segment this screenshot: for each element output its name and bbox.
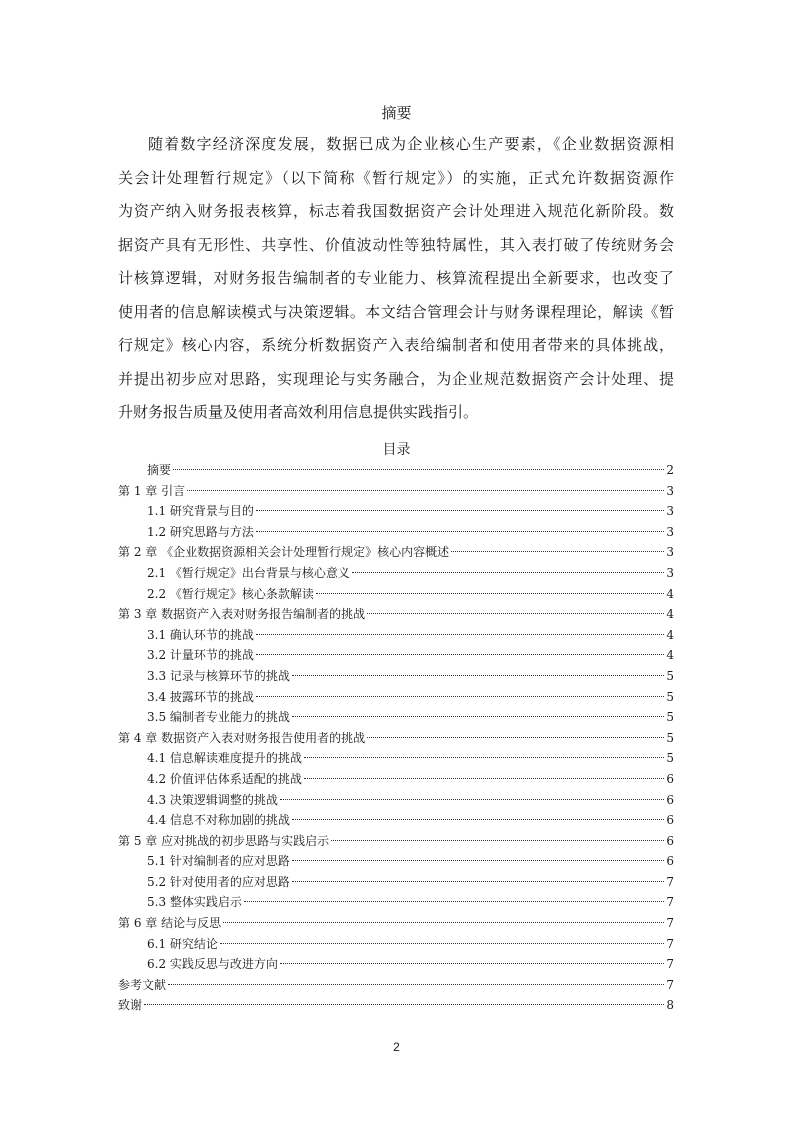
toc-entry[interactable] [118,872,674,893]
toc-entry-label: 5.2 针对使用者的应对思路 [147,874,290,889]
toc-entry-page: 5 [666,668,674,683]
abstract-line: 行规定》核心内容，系统分析数据资产入表给编制者和使用者带来的具体挑战， [118,336,674,354]
abstract-line: 升财务报告质量及使用者高效利用信息提供实践指引。 [118,403,479,421]
toc-entry[interactable] [118,831,674,852]
toc-entry[interactable] [118,748,674,769]
abstract-line: 随着数字经济深度发展，数据已成为企业核心生产要素，《企业数据资源相 [148,135,674,153]
toc-entry-label: 3.5 编制者专业能力的挑战 [147,710,290,725]
toc-entry-page: 5 [666,710,674,725]
toc-entry[interactable] [118,501,674,522]
toc-entry[interactable] [118,892,674,913]
abstract-body [118,128,674,421]
toc-dot-leader [367,613,664,614]
toc-entry-page: 3 [666,545,674,560]
toc-dot-leader [256,634,664,635]
toc-entry-label: 4.4 信息不对称加剧的挑战 [147,813,290,828]
toc-entry[interactable] [118,625,674,646]
toc-entry[interactable] [118,645,674,666]
toc-entry-page: 6 [666,854,674,869]
toc-dot-leader [256,510,664,511]
toc-entry-label: 摘要 [147,463,172,477]
toc-entry[interactable] [118,810,674,831]
toc-entry-page: 7 [666,916,674,931]
abstract-line: 为资产纳入财务报表核算，标志着我国数据资产会计处理进入规范化新阶段。数 [118,202,674,220]
abstract-line: 关会计处理暂行规定》（以下简称《暂行规定》）的实施，正式允许数据资源作 [118,168,674,187]
toc-entry[interactable] [118,995,674,1016]
toc-entry-label: 参考文献 [118,977,167,992]
toc-entry[interactable] [118,563,674,584]
toc-entry[interactable] [118,604,674,625]
toc-dot-leader [256,531,664,532]
toc-entry-page: 2 [666,463,674,477]
toc-dot-leader [223,922,664,923]
abstract-line: 并提出初步应对思路，实现理论与实务融合，为企业规范数据资产会计处理、提 [118,369,674,388]
toc-entry-page: 4 [666,648,674,663]
toc-entry[interactable] [118,481,674,502]
toc-entry-label: 2.2 《暂行规定》核心条款解读 [147,586,314,601]
toc-entry[interactable] [118,584,674,605]
toc-entry[interactable] [118,522,674,543]
toc-entry-page: 6 [666,792,674,807]
toc-entry-label: 第 6 章 结论与反思 [118,916,222,931]
toc-entry-label: 第 4 章 数据资产入表对财务报告使用者的挑战 [118,730,366,745]
toc-dot-leader [292,860,664,861]
toc-entry[interactable] [118,687,674,708]
toc-entry-label: 4.3 决策逻辑调整的挑战 [147,792,278,807]
toc-dot-leader [168,984,664,985]
toc-dot-leader [280,799,664,800]
toc-dot-leader [367,737,664,738]
toc-entry-page: 8 [666,998,674,1013]
toc-dot-leader [173,469,664,470]
toc-entry-label: 3.3 记录与核算环节的挑战 [147,668,290,683]
toc-dot-leader [292,675,664,676]
toc-entry-label: 4.2 价值评估体系适配的挑战 [147,771,302,786]
toc-dot-leader [451,551,664,552]
toc-entry-page: 5 [666,751,674,766]
toc-entry-label: 第 5 章 应对挑战的初步思路与实践启示 [118,833,330,848]
toc-entry-page: 7 [666,957,674,972]
toc-dot-leader [292,819,664,820]
abstract-line: 据资产具有无形性、共享性、价值波动性等独特属性，其入表打破了传统财务会 [118,235,674,254]
toc-entry-label: 第 1 章 引言 [118,483,186,498]
toc-entry-page: 6 [666,813,674,828]
toc-dot-leader [187,490,664,491]
toc-entry-label: 3.4 披露环节的挑战 [147,689,254,704]
toc-entry-label: 5.1 针对编制者的应对思路 [147,854,290,869]
toc-dot-leader [244,901,664,902]
toc-dot-leader [292,881,664,882]
toc-entry-page: 6 [666,833,674,848]
toc-entry-page: 5 [666,730,674,745]
toc-entry-label: 3.2 计量环节的挑战 [147,648,254,663]
abstract-line: 计核算逻辑，对财务报告编制者的专业能力、核算流程提出全新要求，也改变了 [118,269,674,287]
toc-dot-leader [256,696,664,697]
toc-entry-label: 6.1 研究结论 [147,936,218,951]
toc-entry-label: 5.3 整体实践启示 [147,895,242,910]
abstract-title: 摘要 [381,104,412,122]
toc-dot-leader [316,593,664,594]
toc-entry[interactable] [118,913,674,934]
toc-entry[interactable] [118,851,674,872]
toc-dot-leader [352,572,664,573]
page-number: 2 [393,1040,400,1054]
toc-entry[interactable] [118,975,674,996]
toc-entry-label: 致谢 [118,998,143,1013]
toc-dot-leader [292,716,664,717]
toc-entry[interactable] [118,934,674,955]
toc-entry-label: 第 2 章 《企业数据资源相关会计处理暂行规定》核心内容概述 [118,545,450,560]
toc-dot-leader [256,654,664,655]
abstract-line: 使用者的信息解读模式与决策逻辑。本文结合管理会计与财务课程理论，解读《暂 [118,302,674,321]
toc-entry-label: 6.2 实践反思与改进方向 [147,957,278,972]
toc-entry-page: 3 [666,524,674,539]
toc-entry-label: 3.1 确认环节的挑战 [147,627,254,642]
toc-dot-leader [304,778,664,779]
toc-entry-page: 3 [666,565,674,580]
toc-dot-leader [220,943,664,944]
toc-entry-page: 7 [666,936,674,951]
toc-entry-page: 7 [666,874,674,889]
table-of-contents [118,460,674,1016]
toc-entry-label: 第 3 章 数据资产入表对财务报告编制者的挑战 [118,607,366,622]
toc-entry-page: 3 [666,504,674,519]
toc-entry-page: 7 [666,895,674,910]
toc-entry[interactable] [118,769,674,790]
toc-entry[interactable] [118,954,674,975]
toc-entry-label: 1.2 研究思路与方法 [147,524,254,539]
toc-entry-label: 4.1 信息解读难度提升的挑战 [147,751,302,766]
toc-dot-leader [280,963,664,964]
toc-entry[interactable] [118,542,674,563]
toc-entry-page: 5 [666,689,674,704]
toc-entry[interactable] [118,790,674,811]
toc-entry-page: 6 [666,771,674,786]
toc-entry-label: 2.1 《暂行规定》出台背景与核心意义 [147,565,350,580]
toc-entry[interactable] [118,460,674,481]
toc-entry-page: 4 [666,607,674,622]
toc-entry-page: 4 [666,627,674,642]
toc-dot-leader [304,757,664,758]
toc-entry-page: 7 [666,977,674,992]
toc-dot-leader [331,840,664,841]
toc-entry[interactable] [118,666,674,687]
toc-entry-label: 1.1 研究背景与目的 [147,504,254,519]
toc-entry[interactable] [118,707,674,728]
toc-title: 目录 [382,442,411,458]
toc-entry-page: 3 [666,483,674,498]
toc-dot-leader [144,1004,664,1005]
toc-entry-page: 4 [666,586,674,601]
toc-entry[interactable] [118,728,674,749]
